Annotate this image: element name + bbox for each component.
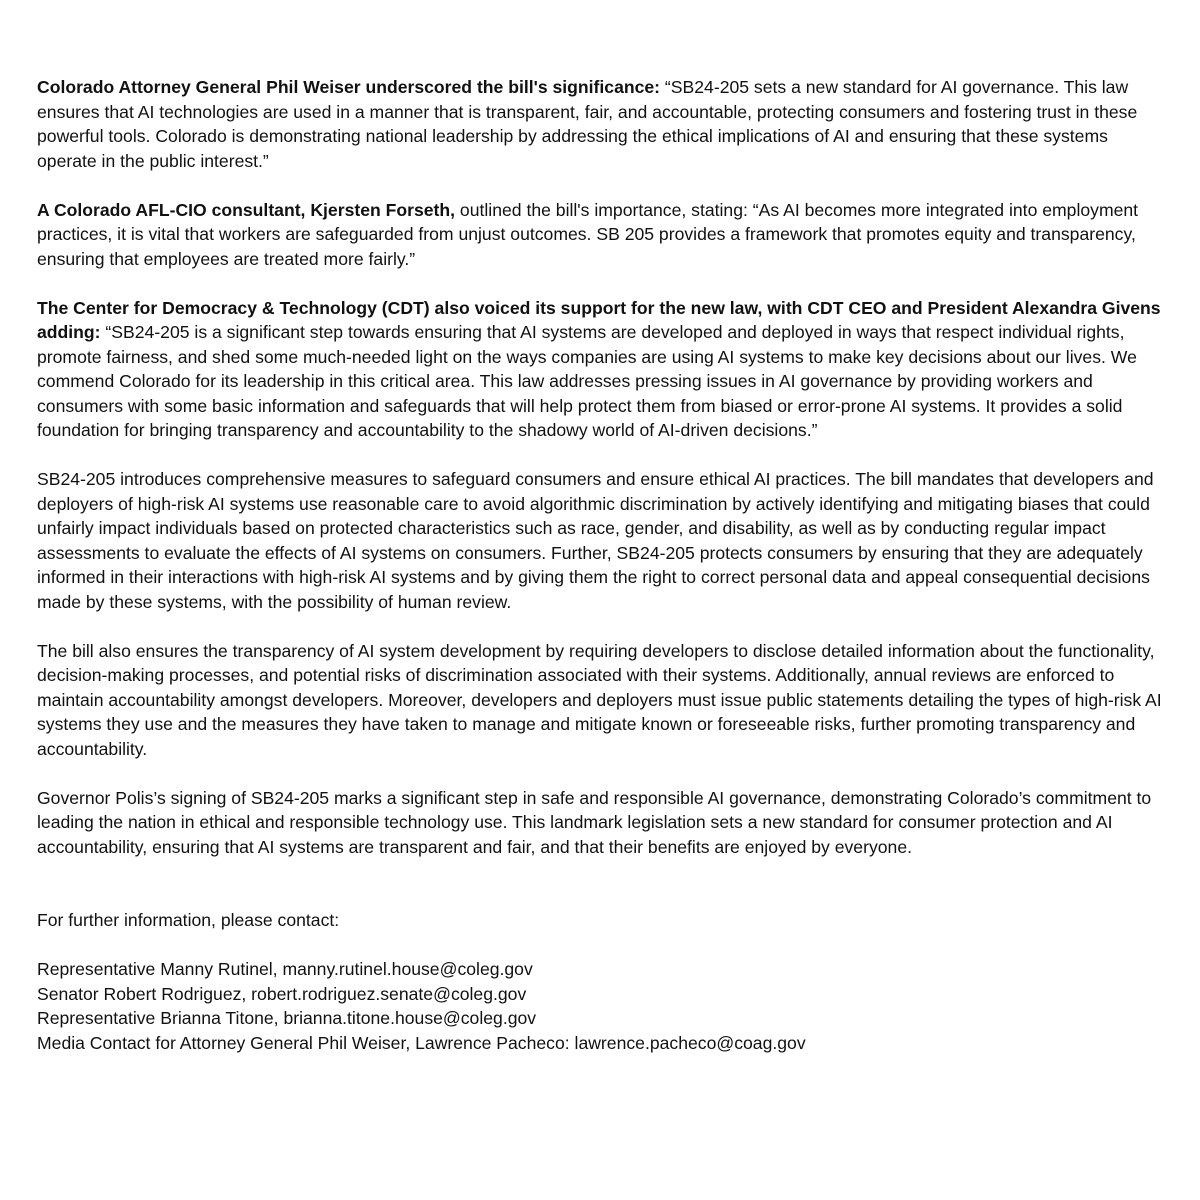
contact-line[interactable]: Senator Robert Rodriguez, robert.rodriguez.senate@coleg.gov [37,983,527,1004]
afl-cio-quote-paragraph [37,198,1167,272]
paragraph-body: The bill also ensures the transparency of AI system development by requiring developers to disclose detailed information about the functionality, decision-making processes, and potential risks of discrimination associated with their systems. Additionally, annual reviews are enforced to maintain accountability amongst developers. Moreover, developers and deployers must issue public statements detailing the types of high-risk AI systems they use and the measures they have taken to manage and mitigate known or foreseeable risks, further promoting transparency and accountability. [37,640,1162,759]
contact-line[interactable]: Media Contact for Attorney General Phil Weiser, Lawrence Pacheco: lawrence.pacheco@coag.gov [37,1032,806,1053]
ag-quote-paragraph [37,75,1167,173]
contact-line[interactable]: Representative Manny Rutinel, manny.rutinel.house@coleg.gov [37,959,533,979]
paragraph-body: Governor Polis’s signing of SB24-205 marks a significant step in safe and responsible AI governance, demonstrating Colorado’s commitment to leading the nation in ethical and responsible technology use. This landmark legislation sets a new standard for consumer protection and AI accountability, ensuring that AI systems are transparent and fair, and that their benefits are enjoyed by everyone. [37,787,1152,857]
cdt-quote-paragraph [37,296,1167,443]
press-release-page [37,75,1167,1055]
paragraph-body: SB24-205 introduces comprehensive measures to safeguard consumers and ensure ethical AI practices. The bill mandates that developers and deployers of high-risk AI systems use reasonable care to avoid algorithmic discrimination by actively identifying and mitigating biases that could unfairly impact individuals based on protected characteristics such as race, gender, and disability, as well as by conducting regular impact assessments to evaluate the effects of AI systems on consumers. Further, SB24-205 protects consumers by ensuring that they are adequately informed in their interactions with high-risk AI systems and by giving them the right to correct personal data and appeal consequential decisions made by these systems, with the possibility of human review. [37,469,1154,612]
contact-line[interactable]: Representative Brianna Titone, brianna.titone.house@coleg.gov [37,1008,537,1028]
contact-intro: For further information, please contact: [37,910,340,930]
paragraph-body: “SB24-205 is a significant step towards ensuring that AI systems are developed and deployed in ways that respect individual rights, promote fairness, and shed some much-needed light on the ways companies are using AI systems to make key decisions about our lives. We commend Colorado for its leadership in this critical area. This law addresses pressing issues in AI governance by providing workers and consumers with some basic information and safeguards that will help protect them from biased or error-prone AI systems. It provides a solid foundation for bringing transparency and accountability to the shadowy world of AI-driven decisions.” [37,322,1137,440]
governor-paragraph [37,786,1167,860]
paragraph-lead: A Colorado AFL-CIO consultant, Kjersten Forseth, [37,199,456,220]
contact-list [37,957,1167,1055]
transparency-paragraph [37,639,1167,762]
paragraph-body: “SB24-205 sets a new standard for AI governance. This law ensures that AI technologies are used in a manner that is transparent, fair, and accountable, protecting consumers and fostering trust in these powerful tools. Colorado is demonstrating national leadership by addressing the ethical implications of AI and ensuring that these systems operate in the public interest.” [37,77,1138,171]
measures-paragraph [37,467,1167,614]
paragraph-body: outlined the bill's importance, stating: “As AI becomes more integrated into employment practices, it is vital that workers are safeguarded from unjust outcomes. SB 205 provides a framework that promotes equity and transparency, ensuring that employees are treated more fairly.” [37,199,1139,269]
paragraph-lead: Colorado Attorney General Phil Weiser underscored the bill's significance: [37,77,661,97]
paragraph-lead: The Center for Democracy & Technology (CDT) also voiced its support for the new law, with CDT CEO and President Alexandra Givens adding: [37,297,1161,342]
